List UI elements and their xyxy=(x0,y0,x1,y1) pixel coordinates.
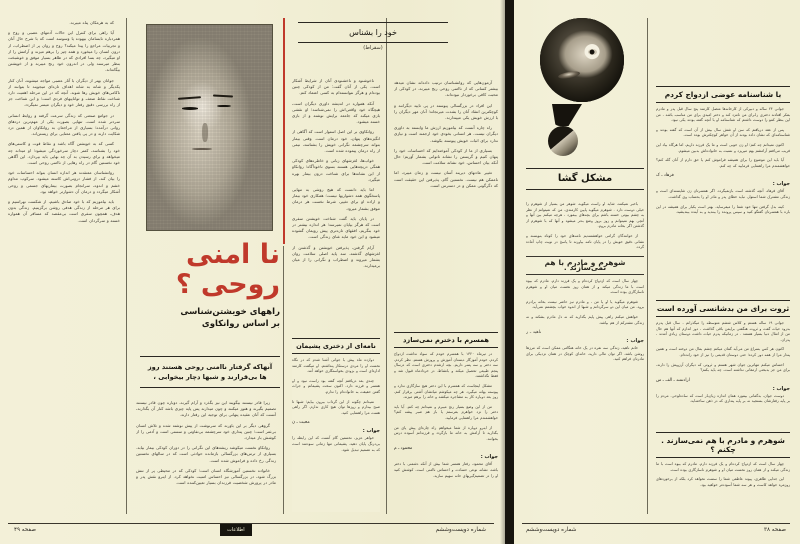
headline-line-1: نا امنی xyxy=(186,240,280,270)
subsection-heading: همسرم با دخترم نمی‌سازد xyxy=(394,332,498,348)
answer-label: جواب : xyxy=(772,181,790,188)
paragraph: آیا باید این موضوع را برای همیشه فراموش کنم یا حق دارم از آنان گله کنم؟ خواهشمندم مرا راهنمایی فرمایید که چه کنم. xyxy=(656,158,790,168)
paragraph: روانشناسان معتقدند هر اندازه انسان بتواند احساسات خود را بیان کند، از فشار درونی‌اش کاسته میشود. سرکوب مداوم خشم و اندوه، سرانجام بصورت بیماریهای جسمی و روحی آشکار میگردد و درمان آن دشوارتر خواهد بود. xyxy=(8,170,120,194)
paragraph: که به هرمکان پناه میبرند. xyxy=(69,20,114,25)
letter-3-heading-block xyxy=(656,432,790,492)
paragraph: جوانی ۱۹ ساله هستم و کلاس ششم متوسطه را میگذرانم ، سال قبل پدرم بدرود حیات گفت و ثروت هنگفتی برایمن باقی گذاشت ، دور اندازم که آنها هم حال من از امثال دنیا بسیار هستند . در زمانیکه پدرم حیات داشت دوستان زیادی آمدند ، پدران. xyxy=(656,321,790,342)
deck-line-2: بر اساس روانکاوی xyxy=(201,319,280,329)
column-rule xyxy=(283,246,284,514)
paragraph: خانواده نخستین آموزشگاه انسان است؛ کودکی که در محیطی پر از تنش بزرگ شود، در بزرگسالی نیز احساس امنیت نخواهد کرد. از اینرو نقش پدر و مادر در پرورش شخصیت فرزندان بسیار تعیین‌کننده است. xyxy=(136,467,276,486)
right-page xyxy=(512,0,800,544)
issue-number: شماره دویست‌وششم xyxy=(435,527,486,533)
letter-heading-1: با شناسنامه عوضی ازدواج کردم xyxy=(656,86,790,103)
body-column-1 xyxy=(8,20,120,512)
answer-label: جواب : xyxy=(480,454,498,461)
column-rule xyxy=(386,18,387,514)
answer-label: جواب : xyxy=(772,385,790,392)
paragraph: نمیدانم چگونه از این گرداب بیرون بیایم؛ شبها تا صبح بیدارم و روزها توان هیچ کاری ندارم. اگر راهی هست مرا راهنمایی کنید. xyxy=(292,399,380,415)
footer-divider xyxy=(8,523,494,524)
paragraph: در پایان باید گفت شناخت خویشتن سفری است که هرگز بپایان نمیرسد؛ هر اندازه بیشتر در خود بنگریم، افقهای تازه‌تری پیش رویمان گشوده میشود و این خود مایه غنای زندگی است. xyxy=(292,215,380,240)
headline-block xyxy=(140,240,280,330)
halftone-grain xyxy=(147,25,272,230)
paragraph: آقای محمود، رفتار همسر شما بیش از آنکه دشمنی با دختر باشد، نشانه نوعی حسادت و احساس ناامنی است. کوشش کنید او را در تصمیم‌گیریهای خانه سهیم سازید. xyxy=(394,462,498,478)
headline-line-2: روحی ؟ xyxy=(175,269,280,300)
subsection-heading: نامه‌ای از دختری پشیمان xyxy=(292,338,380,354)
issue-number: شماره دویست‌وششم xyxy=(526,527,577,533)
paragraph: دوازده ماه پیش با جوانی آشنا شدم که در نگاه نخست او را مردی درستکار پنداشتم. او میگفت کارمند اداره‌ای است و بزودی بخواستگاری خواهد آمد. xyxy=(292,358,380,374)
question-mark-dot xyxy=(548,126,578,156)
paragraph: آزمون‌هایی که روانشناسان ترتیب داده‌اند نشان میدهد بیشتر کسانی که از ناامنی روحی رنج میبرند، در کودکی از محبت کافی برخوردار نبوده‌اند. xyxy=(394,80,498,98)
paragraph: زیرا قادر نیستند بیگویند این نیز بگذرد و آرام گیرند، دوباره چون قادر نیستند تصمیم بگیرند و هنوز میکنند و چون میدارند پس پایه چیزی باشد کنار آن بگذارند، آنست که آنان عقیده پنهانی برای توجیه این رفتار دارند. xyxy=(136,400,276,418)
body-column-2 xyxy=(136,400,276,512)
paragraph: جوانان بهتر از دیگران با آثار عصبی مواجه میشوند، آنان کنار یکدیگر و شانه به شانه اهداف تازه‌ای میجویند تا بتوانند از ناکامی‌های خویش رها شوند. آنچه که در این مرحله اهمیت دارد شناخت نقاط ضعف و تواناییهای فردی است؛ و این شناخت جز از راه بررسی دقیق رفتار خود و دیگران میسر نمیگردد. xyxy=(8,77,120,108)
left-page-footer xyxy=(0,522,500,538)
paragraph: کسی که به خویشتن آگاه باشد و نقاط قوت و کاستی‌های خود را بشناسد، کمتر دچار سرخوردگی میشود؛ او میداند چه میخواهد و برای رسیدن به آن چه بهایی باید بپردازد. این آگاهی خود نخستین گام در راه رهایی از ناامنی روحی است. xyxy=(8,141,120,166)
paragraph: اکنون هر کس بسراغ من می‌آید گمان میکنم چشم بمال من دوخته است و همین پندار مرا از همه دور کرده؛ حتی دوستان قدیمی را نیز از خود رانده‌ام. xyxy=(656,347,790,357)
letter-signature: ناهید ـ ر xyxy=(526,330,542,336)
section-title: مشکل گشا xyxy=(526,168,644,190)
paragraph: شوهرم میگوید یا او یا من ، و مادرم نیز حاضر نیست بخانه برادرم برود. من میان این دو سرگردانم و شبها از اندوه خواب بچشمم نمی‌آید. xyxy=(526,299,644,310)
paragraph: اما باید دانست که هیچ روشی به تنهایی پاسخگوی همه دشواریها نیست؛ همکاری خود بیمار و اراده او برای تغییر، شرط نخست هر درمان موفق بشمار میرود. xyxy=(292,187,380,211)
paragraph: این افراد در بزرگسالی پیوسته در پی تایید دیگرانند و کوچکترین انتقاد آنان را بشدت میرنجاند؛ آنان مهر دیگران را با ارزش خویش یکی میپندارند. xyxy=(394,102,498,121)
paragraph: آیا راهی برای کنترل این حالات آدمهای عصبی و روح و همردباره نابسامان بیهوده یا وسوسه است که با شرح حال آنان و تجربیات مراجع را پیدا میکند؟ روح و روان پر از اضطراب، از درون انسان را میخورد و همه چیز را برهم میزند و آرامش را از او میگیرد، چه بسا افرادی که در ظاهر بسیار موفق و خوشبخت بنظر میرسند ولی در اندرون خود رنج میبرند و از خویشتن بیگانه‌اند. xyxy=(8,30,120,73)
paragraph: چهار سال است که ازدواج کرده‌ام و یک فرزند دارم. مادرم که بیوه است با ما زندگی میکند و از همان روز نخست میان او و شوهرم ناسازگاری بوده است. xyxy=(526,278,644,295)
right-page-footer xyxy=(512,522,800,538)
letter-heading-3-line2: چکنم ؟ xyxy=(656,445,790,458)
paragraph: آرام گرفتن، پذیرفتن خویشتن و گذشتن از لغزشهای گذشته، سه پایه اصلی سلامت روان بشمار میروند و اضطراب و نگرانی را از میان برمیدارند. xyxy=(292,244,380,269)
paragraph: باخبر نمیکنند، شاید او راست میگوید، شوهر من بسیار از شوهرم را خیلی دوست دارد . شوهرم میگوید پایین کارمندی، من که نمیتوانم از نظر به چشم بیوتی خسته باشم برای بچه‌های بیمورد ، هرچه میکنم بین آنها و آنچی بهم نمیتوانم و روز بروز وضع بدتر میشود و آنها که با شوهرم از گذشتن اگر بخانه مادرم بروم. xyxy=(526,202,644,229)
portrait-photo xyxy=(146,24,273,231)
letter-signature: محمود ـ م xyxy=(394,446,413,452)
paragraph: دوست جوان، بدگمانی بیمورد همان اندازه زیان‌بار است که ساده‌لوحی. مردم را بر پایه رفتارشان بسنجید نه بر پایه پنداری که در ذهن ساخته‌اید. xyxy=(656,393,790,404)
subsection-hamsaram xyxy=(394,332,498,510)
paragraph: ناخوشنود و ناخشنودی آنان از شرایط آشکار است. یکی از آنان گفت: من از کودکی چنین بوده‌ام و هرگز نتوانسته‌ام به کسی اعتماد کنم. xyxy=(292,78,380,96)
collage-head-photo xyxy=(540,18,624,102)
collage-face xyxy=(540,18,624,102)
section-title-block xyxy=(526,168,644,190)
paragraph: بسیاری از ما از کودکی آموخته‌ایم که احساسات خود را پنهان کنیم و گریستن را نشانه ناتوانی بشمار آوریم؛ حال آنکه بیان احساس، خود نشانه سلامت است. xyxy=(394,147,498,166)
paragraph: خواب‌ها، لغزشهای زبانی و خاطره‌های کودکی همگی دریچه‌هایی هستند بسوی ناخودآگاه؛ روانکاو از این نشانه‌ها برای شناخت درون بیمار بهره میگیرد. xyxy=(292,158,380,182)
paragraph: جوانی ۲۴ ساله و دبیرکی از کارخانه‌ها متصل کارمند پنج سال قبل پدر و مادرم بفکر افتادند دختری راـرای من نامزد کند و دختر امیدی برای من مناسب باشد ، من این بنظر کمو را دوست داشتم که شناسنامه او با آنچه گفته بودند یکی نبود. xyxy=(656,107,790,123)
letter-heading-3: شوهرم و مادرم با هم نمی‌سازند . xyxy=(526,256,644,275)
paragraph: گروهی دیگر بر این باورند که سرنوشت از پیش نوشته شده و تلاش انسان بی‌ثمر است؛ چنین پنداری خود سرچشمه بی‌تفاوتی و سستی است و آدمی را از کوشش باز میدارد. xyxy=(136,422,276,441)
letter-signature: ارادتمند ـ الف ـ س xyxy=(656,377,690,383)
question-mark-stem xyxy=(552,104,582,126)
paragraph: این جدایی ظاهری، پیوند عاطفی شما را سست نخواهد کرد بلکه از برخوردهای روزمره خواهد کاست و هر سه شما آسوده‌تر خواهید بود. xyxy=(656,477,790,487)
paragraph: روانکاو نخست میکوشد ریشه‌های این نگرانی را در دوران کودکی بیمار بیابد. بسیاری از ترس‌های بزرگسالی بازمانده حوادثی است که در سالهای نخستین زندگی رخ داده و فراموش شده است. xyxy=(136,445,276,463)
page-number-right: صفحه ۳۸ xyxy=(764,527,786,533)
footer-divider xyxy=(522,523,790,524)
paragraph: من از این وضع بسیار رنج میبرم و نمیدانم چه کنم. آیا باید دختر را نزد خواهرم بفرستم یا باز هم صبر پیشه کنم؟ خواهشمندم مرا راهنمایی فرمایید. xyxy=(394,404,498,420)
page-number-left: صفحه ۴۹ xyxy=(14,527,36,533)
right-intro-column xyxy=(526,202,644,512)
paragraph: خواهر عزیز، نخستین گام آنست که این رابطه را بی‌درنگ پایان دهید. پشیمانی تنها زمانی سودمند است که به تصمیم تبدیل شود. xyxy=(292,436,380,452)
letter-heading-3-line1: شوهرم و مادرم با هم نمی‌سازند . xyxy=(656,432,790,445)
paragraph: آقای فرهاد، آنچه گذشته است بازنمیگردد. اگر همسرتان زن شایسته‌ای است و زندگی مشترک شما استوار، نباید خطای پدر و مادر او را بحساب وی گذاشت. xyxy=(656,189,790,199)
paragraph: مشکل اینجاست که همسرم با این دختر هیچ سازگاری ندارد و پیوسته بهانه میگیرد. هر چه میکوشم میانشان آشتی برقرار کنم، روز بعد دوباره کار به مشاجره میکشد و خانه را برهم میزند. xyxy=(394,383,498,400)
paragraph: آنکه همواره در اندیشه داوری دیگران است، هیچگاه خود واقعی‌اش را نمی‌شناسد؛ او نقشی بازی میکند که جامعه برایش نوشته و از بازی خسته میشود. xyxy=(292,100,380,125)
paragraph: روانکاوی بر این اصل استوار است که آگاهی از انگیزه‌های پنهان، خود درمان است. وقتی بیمار بتواند سرچشمه نگرانی خویش را بشناسد، نیمی از راه درمان پیموده شده است. xyxy=(292,129,380,154)
subsection-nameh xyxy=(292,338,380,512)
body-column-4 xyxy=(394,80,498,326)
column-rule xyxy=(647,18,648,514)
paragraph: راه چاره آنست که بیاموزیم ارزش ما وابسته به داوری دیگران نیست. هر انسانی بخودی خود ارجمند است و نیازی ندارد برای اثبات خویش پیوسته بکوشد. xyxy=(394,125,498,143)
deck-line-1: راههای خویشتن‌شناسی xyxy=(180,307,280,317)
question-mark-collage xyxy=(540,18,630,160)
paragraph: کینه بدل گرفتن تنها خود شما را میفرساید. بهتر است یکبار برای همیشه در این باره با همسرتان گفتگو کنید و سپس پرونده را ببندید و به آینده بیندیشید. xyxy=(656,204,790,215)
paragraph: احساس میکنم تنهاترین جوان شهر هستم و ثروتی که دیگران آرزویش را دارند، برای من جز بدبختی ارمغانی نداشته است. چه باید بکنم؟ xyxy=(656,362,790,373)
letter-signature: فرهاد ـ ک xyxy=(656,173,674,179)
paragraph: از خوانندگان گرامی خواهشمندیم نامه‌های خود را کوتاه بنویسند و نشانی دقیق خویش را در پایان نامه بیاورند تا پاسخ در نوبت چاپ آماده گردد. xyxy=(526,233,644,250)
column-rule-red xyxy=(283,18,285,244)
paragraph: پس از عقد دریافتم که سن او شش سال بیش از آن است که گفته بودند و شناسنامه‌ای که نشان داده بودند از آن خواهر کوچکترش بوده است. xyxy=(656,127,790,138)
publication-logo: اطلاعات xyxy=(220,524,252,536)
standfirst-block xyxy=(140,356,280,388)
paragraph: باید بیاموزیم که با خود صادق باشیم، از شکست نهراسیم و برای هر مرحله از زندگی هدفی روشن برگزینیم. زندگی بدون هدف، همچون سفری است بی‌مقصد که مسافر آن همواره خسته و سرگردان است. xyxy=(8,199,120,223)
paragraph: چندی بعد دریافتم آنچه گفته بود راست نبود و او همسر و فرزند دارد. اکنون سخت پشیمانم و جرات گفتن حقیقت به خانواده‌ام را ندارم. xyxy=(292,378,380,394)
paragraph: از اینرو دوباره از شما میخواهم راه چاره‌ای پیش پای من بگذارید تا آرامش به خانه ما بازگردد و فرزندانم آسوده درس بخوانند. xyxy=(394,425,498,441)
kicker-attribution: (سقراط) xyxy=(363,45,383,51)
answer-label: جواب : xyxy=(362,428,380,435)
paragraph: تغییر عادتهای دیرینه آسان نیست و زمان میبرد، اما ناممکن هم نیست. نخستین گام، پذیرفتن این حقیقت است که دگرگونی ممکن و در دسترس است. xyxy=(394,170,498,188)
kicker-block xyxy=(298,22,448,51)
paragraph: چهار سال است که ازدواج کرده‌ام و یک فرزند دارم. مادرم که بیوه است با ما زندگی میکند و از همان روز نخست میان او و شوهرم ناسازگاری بوده است. xyxy=(656,462,790,472)
standfirst-text: آنهاکه گرفتار ناامنی روحی هستند روز ها بی‌قرارند و شبها دچار بیخوابی ، xyxy=(140,356,280,388)
paragraph: خواهش میکنم راهی پیش پایم بگذارید که نه دل مادرم بشکند و نه زندگی مشترکم از هم بپاشد. xyxy=(526,314,644,325)
paragraph: خانم ناهید، زندگی سه نفره در یک خانه هنگامی ممکن است که مرزها روشن باشد. اگر توان مالی دارید، خانه‌ای کوچک در همان نزدیکی برای مادرتان فراهم کنید. xyxy=(526,346,644,362)
column-rule xyxy=(126,18,127,514)
paragraph: در جوامع صنعتی که زندگی سرعت گرفته و روابط انسانی سردتر شده است، تنهایی بصورت یکی از مهم‌ترین دردهای روانی درآمده؛ بسیاری از مراجعان به روانکاوان از همین درد شکایت دارند و در پی یافتن معنایی برای زیستن‌اند. xyxy=(8,112,120,137)
letter-2-block xyxy=(656,300,790,409)
kicker-title: خود را بشناس xyxy=(349,28,397,37)
letter-signature: محبت ـ ن xyxy=(292,420,310,426)
letter-heading-2: ثروت برای من بدشانسی آورده است xyxy=(656,300,790,317)
paragraph: اکنون نمیدانم چه کنم؛ او زن خوبی است و ما یک فرزند داریم، اما هرگاه بیاد این فریب می‌افتم آرامشم بهم میریزد و نسبت به خانواده‌اش بدبین میشوم. xyxy=(656,142,790,153)
letter-1-block xyxy=(656,86,790,220)
paragraph: در تیرماه ۱۳۲۰ با همسرم خودم که سواد نداشت ازدواج کردم، خودم آموزگار دبستان آموزش و پرورش هستم. نظر کردم، سه دختر و سه پسر داریم. بچه ارشدم دختری است که درسال پنجم طبیعی تحصیل میکند و بانشاط. در خردادماه قبول شد و فقط نگذاشتند. xyxy=(394,352,498,379)
answer-label: جواب : xyxy=(626,337,644,344)
collage-eye xyxy=(588,49,597,55)
